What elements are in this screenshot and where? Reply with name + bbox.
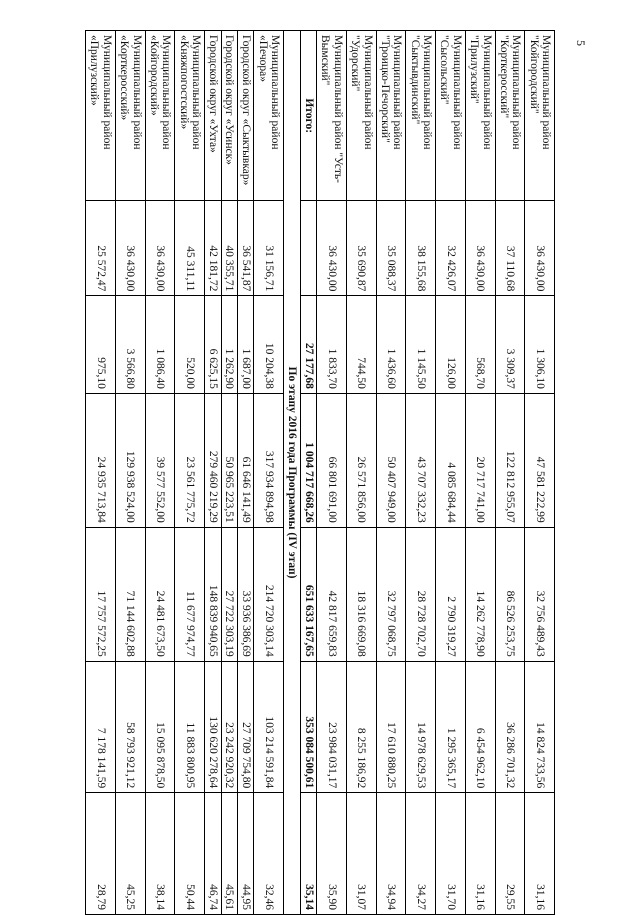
value-cell-5: 36 286 701,32 [495, 661, 525, 793]
value-cell-1: 31 156,71 [254, 201, 284, 296]
municipality-name: Городской округ «Усинск» [221, 31, 237, 201]
municipality-name: Муниципальный район «Корткеросский» [115, 31, 145, 201]
table-row [175, 31, 205, 915]
value-cell-3: 50 965 223,51 [221, 393, 237, 527]
value-cell-5: 7 178 141,59 [86, 661, 116, 793]
value-cell-1: 45 311,11 [175, 201, 205, 296]
value-cell-3: 39 577 552,00 [145, 393, 175, 527]
value-cell-2: 27 177,68 [300, 296, 316, 393]
value-cell-1: 36 430,00 [525, 201, 555, 296]
value-cell-1: 36 430,00 [115, 201, 145, 296]
municipality-name: Городской округ «Ухта» [205, 31, 221, 201]
total-label: Итого: [300, 31, 316, 201]
value-cell-2: 744,50 [346, 296, 376, 393]
municipality-name: Муниципальный район "Сысольский" [436, 31, 466, 201]
value-cell-6: 28,79 [86, 793, 116, 915]
table-row [115, 31, 145, 915]
value-cell-2: 1 145,50 [406, 296, 436, 393]
value-cell-6: 31,07 [346, 793, 376, 915]
value-cell-6: 45,61 [221, 793, 237, 915]
value-cell-3: 1 004 717 668,26 [300, 393, 316, 527]
table-row [495, 31, 525, 915]
value-cell-3: 4 085 684,44 [436, 393, 466, 527]
value-cell-1: 38 155,68 [406, 201, 436, 296]
value-cell-1 [300, 201, 316, 296]
value-cell-3: 129 938 524,00 [115, 393, 145, 527]
value-cell-2: 1 306,10 [525, 296, 555, 393]
value-cell-6: 31,16 [525, 793, 555, 915]
value-cell-1: 35 088,37 [376, 201, 406, 296]
value-cell-3: 26 571 856,00 [346, 393, 376, 527]
value-cell-5: 15 095 878,50 [145, 661, 175, 793]
value-cell-2: 1 833,70 [317, 296, 347, 393]
value-cell-4: 11 677 974,77 [175, 527, 205, 661]
value-cell-1: 32 426,07 [436, 201, 466, 296]
value-cell-2: 1 086,40 [145, 296, 175, 393]
value-cell-5: 130 620 278,64 [205, 661, 221, 793]
total-row [300, 31, 316, 915]
value-cell-2: 126,00 [436, 296, 466, 393]
table-row [254, 31, 284, 915]
value-cell-3: 66 801 691,00 [317, 393, 347, 527]
value-cell-5: 11 883 800,95 [175, 661, 205, 793]
value-cell-3: 61 646 141,49 [237, 393, 253, 527]
value-cell-4: 14 262 778,90 [465, 527, 495, 661]
value-cell-5: 14 824 733,56 [525, 661, 555, 793]
value-cell-2: 3 566,80 [115, 296, 145, 393]
table-body [86, 31, 555, 915]
municipality-name: Муниципальный район "Троицко-Печорский" [376, 31, 406, 201]
page-number: 5 [574, 40, 588, 46]
municipality-name: Муниципальный район "Удорский" [346, 31, 376, 201]
value-cell-3: 317 934 894,98 [254, 393, 284, 527]
table-row [406, 31, 436, 915]
value-cell-4: 33 936 386,69 [237, 527, 253, 661]
value-cell-1: 36 430,00 [145, 201, 175, 296]
value-cell-6: 38,14 [145, 793, 175, 915]
value-cell-3: 20 717 741,00 [465, 393, 495, 527]
value-cell-4: 71 144 602,88 [115, 527, 145, 661]
value-cell-5: 353 084 500,61 [300, 661, 316, 793]
municipality-name: Муниципальный район "Усть-Вымский" [317, 31, 347, 201]
stage-header-row [284, 31, 300, 915]
value-cell-6: 31,16 [465, 793, 495, 915]
table-row [317, 31, 347, 915]
value-cell-4: 86 526 253,75 [495, 527, 525, 661]
value-cell-5: 103 214 591,84 [254, 661, 284, 793]
value-cell-3: 24 935 713,84 [86, 393, 116, 527]
value-cell-6: 31,70 [436, 793, 466, 915]
table-row [221, 31, 237, 915]
municipality-name: Городской округ «Сыктывкар» [237, 31, 253, 201]
stage-title: По этапу 2016 года Программы (IV этап) [284, 31, 300, 915]
value-cell-3: 122 812 955,07 [495, 393, 525, 527]
table-row [237, 31, 253, 915]
value-cell-4: 651 633 167,65 [300, 527, 316, 661]
municipality-name: Муниципальный район «Княжпогостский» [175, 31, 205, 201]
value-cell-6: 35,14 [300, 793, 316, 915]
value-cell-5: 8 255 186,92 [346, 661, 376, 793]
value-cell-5: 58 793 921,12 [115, 661, 145, 793]
value-cell-1: 40 355,71 [221, 201, 237, 296]
value-cell-6: 35,90 [317, 793, 347, 915]
table-row [346, 31, 376, 915]
funding-table [85, 30, 555, 915]
value-cell-1: 36 430,00 [317, 201, 347, 296]
municipality-name: Муниципальный район "Сыктывдинский" [406, 31, 436, 201]
value-cell-6: 29,55 [495, 793, 525, 915]
value-cell-5: 23 242 920,32 [221, 661, 237, 793]
rotated-table-wrapper [85, 30, 555, 915]
table-row [525, 31, 555, 915]
municipality-name: Муниципальный район «Прилузский» [86, 31, 116, 201]
value-cell-2: 1 436,60 [376, 296, 406, 393]
value-cell-5: 6 454 962,10 [465, 661, 495, 793]
table-row [205, 31, 221, 915]
municipality-name: Муниципальный район «Койгородский» [145, 31, 175, 201]
value-cell-4: 18 316 669,08 [346, 527, 376, 661]
value-cell-4: 24 481 673,50 [145, 527, 175, 661]
value-cell-4: 214 720 303,14 [254, 527, 284, 661]
value-cell-2: 975,10 [86, 296, 116, 393]
value-cell-1: 42 181,72 [205, 201, 221, 296]
value-cell-6: 34,94 [376, 793, 406, 915]
value-cell-2: 10 204,38 [254, 296, 284, 393]
value-cell-6: 34,27 [406, 793, 436, 915]
value-cell-3: 50 407 949,00 [376, 393, 406, 527]
value-cell-3: 47 581 222,99 [525, 393, 555, 527]
table-row [376, 31, 406, 915]
value-cell-6: 50,44 [175, 793, 205, 915]
value-cell-2: 1 262,90 [221, 296, 237, 393]
value-cell-4: 27 722 303,19 [221, 527, 237, 661]
value-cell-3: 43 707 332,23 [406, 393, 436, 527]
value-cell-2: 1 687,00 [237, 296, 253, 393]
value-cell-4: 42 817 659,83 [317, 527, 347, 661]
value-cell-4: 32 797 068,75 [376, 527, 406, 661]
value-cell-4: 148 839 940,65 [205, 527, 221, 661]
value-cell-6: 32,46 [254, 793, 284, 915]
value-cell-5: 27 709 754,80 [237, 661, 253, 793]
value-cell-6: 45,25 [115, 793, 145, 915]
value-cell-6: 46,74 [205, 793, 221, 915]
value-cell-4: 28 728 702,70 [406, 527, 436, 661]
value-cell-2: 3 309,37 [495, 296, 525, 393]
table-row [465, 31, 495, 915]
value-cell-5: 17 610 880,25 [376, 661, 406, 793]
municipality-name: Муниципальный район «Печора» [254, 31, 284, 201]
value-cell-4: 17 757 572,25 [86, 527, 116, 661]
municipality-name: Муниципальный район "Корткеросский" [495, 31, 525, 201]
value-cell-2: 568,70 [465, 296, 495, 393]
value-cell-5: 1 295 365,17 [436, 661, 466, 793]
value-cell-6: 44,95 [237, 793, 253, 915]
value-cell-3: 279 460 219,29 [205, 393, 221, 527]
table-row [86, 31, 116, 915]
value-cell-4: 32 756 489,43 [525, 527, 555, 661]
table-row [436, 31, 466, 915]
value-cell-5: 23 984 031,17 [317, 661, 347, 793]
value-cell-5: 14 978 629,53 [406, 661, 436, 793]
value-cell-2: 520,00 [175, 296, 205, 393]
municipality-name: Муниципальный район "Прилузский" [465, 31, 495, 201]
value-cell-1: 36 541,87 [237, 201, 253, 296]
value-cell-4: 2 790 319,27 [436, 527, 466, 661]
municipality-name: Муниципальный район "Койгородский" [525, 31, 555, 201]
value-cell-2: 6 625,15 [205, 296, 221, 393]
value-cell-3: 23 561 775,72 [175, 393, 205, 527]
value-cell-1: 25 572,47 [86, 201, 116, 296]
table-row [145, 31, 175, 915]
value-cell-1: 36 430,00 [465, 201, 495, 296]
value-cell-1: 35 690,87 [346, 201, 376, 296]
value-cell-1: 37 110,68 [495, 201, 525, 296]
